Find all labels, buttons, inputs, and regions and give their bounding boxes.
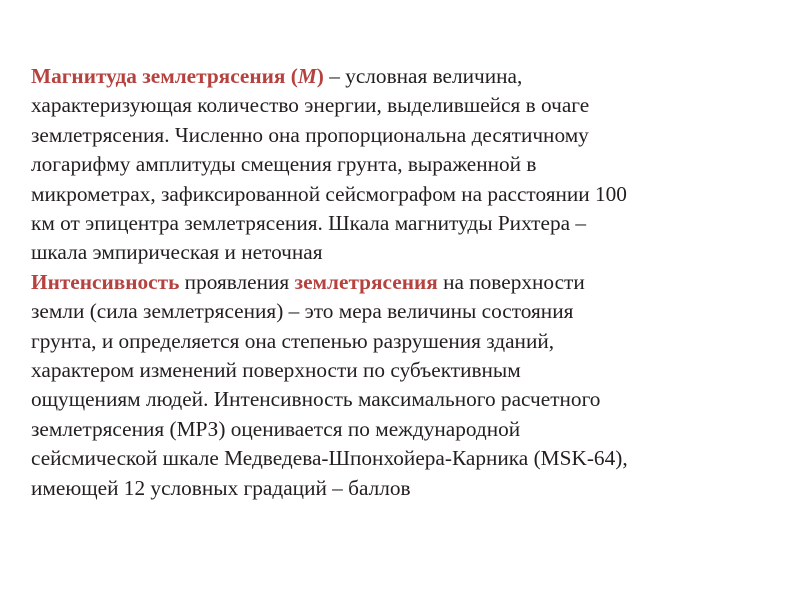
paragraph-magnitude	[31, 62, 771, 268]
text-line	[31, 268, 771, 297]
text-segment: на поверхности	[437, 269, 585, 294]
text-line: грунта, и определяется она степенью разрушения зданий,	[31, 328, 555, 353]
term-intensity: Интенсивность	[31, 269, 180, 294]
text-line: землетрясения. Численно она пропорциональна десятичному	[31, 122, 589, 147]
paragraph-intensity	[31, 268, 771, 503]
text-line: ощущениям людей. Интенсивность максимального расчетного	[31, 387, 601, 412]
text-line: имеющей 12 условных градаций – баллов	[31, 475, 411, 500]
text-line: землетрясения (МРЗ) оценивается по международной	[31, 416, 521, 441]
text-line	[31, 62, 771, 91]
text-line: логарифму амплитуды смещения грунта, выраженной в	[31, 152, 537, 177]
text-segment: – условная величина,	[323, 64, 523, 88]
text-line: шкала эмпирическая и неточная	[31, 240, 323, 265]
term-magnitude: Магнитуда землетрясения (	[31, 64, 298, 88]
text-line: характеризующая количество энергии, выделившейся в очаге	[31, 93, 590, 118]
term-close: )	[316, 64, 324, 88]
text-block	[31, 62, 771, 503]
text-line: характером изменений поверхности по субъективным	[31, 358, 521, 383]
symbol-m: M	[297, 64, 317, 88]
text-line: микрометрах, зафиксированной сейсмографом на расстоянии 100	[31, 181, 627, 206]
text-segment: проявления	[179, 269, 295, 294]
text-line: земли (сила землетрясения) – это мера величины состояния	[31, 299, 574, 324]
term-earthquake: землетрясения	[294, 269, 438, 294]
text-line: сейсмической шкале Медведева-Шпонхойера-Карника (MSK-64),	[31, 446, 628, 471]
text-line: км от эпицентра землетрясения. Шкала магнитуды Рихтера –	[31, 211, 587, 236]
